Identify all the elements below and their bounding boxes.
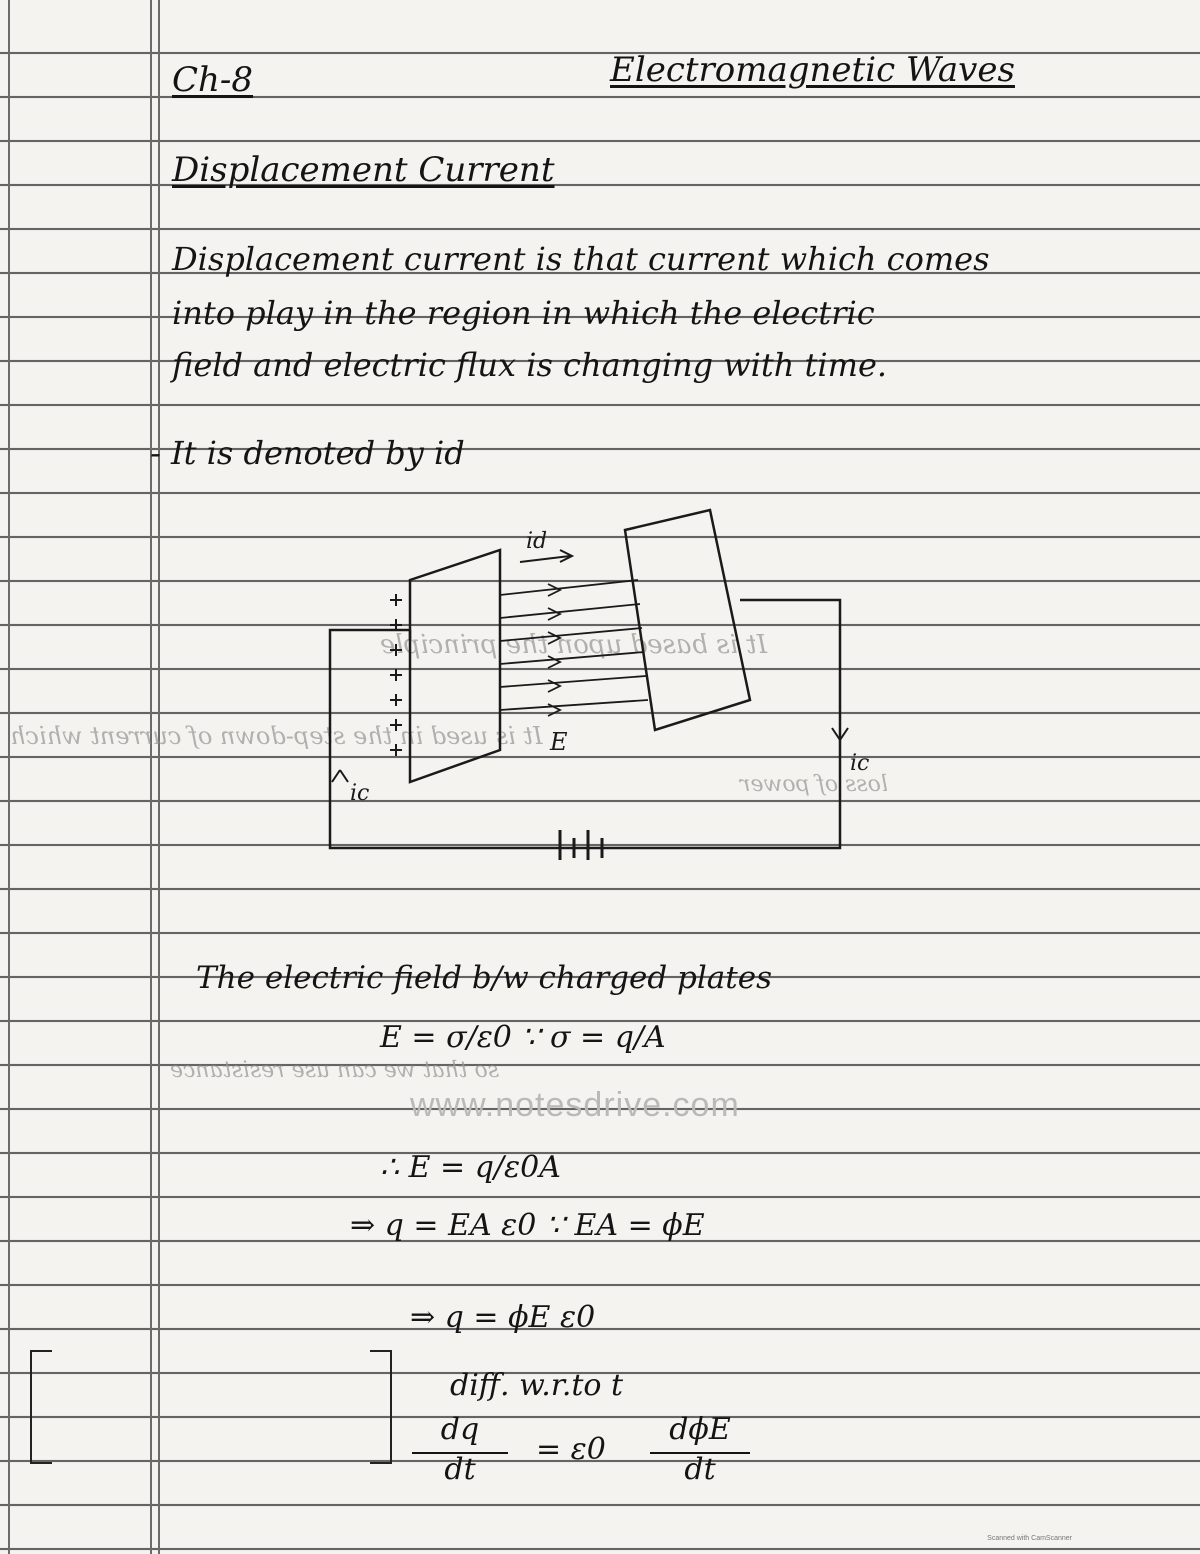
equation-q-phi: ⇒ q = ϕE ε0 [410,1300,596,1335]
definition-line: Displacement current is that current which comes [172,240,990,278]
equation-q-ea: ⇒ q = EA ε0 ∵ EA = ϕE [350,1208,705,1243]
page-title: Electromagnetic Waves [610,50,1015,90]
margin-line [150,0,152,1554]
right-plate [625,510,750,730]
circuit-wire [330,600,840,848]
bleed-through-text: loss of power [740,772,888,797]
field-statement: The electric field b/w charged plates [196,960,772,996]
dphi-numerator: dϕE [669,1412,731,1447]
ic-label-left: ic [350,781,370,806]
positive-charges [390,594,402,756]
id-label: id [526,529,548,554]
epsilon-factor: = ε0 [536,1432,606,1467]
differentiate-note: diff. w.r.to t [450,1368,624,1403]
capacitor-diagram [320,500,880,860]
electric-field-lines [500,580,648,716]
ic-label-right: ic [850,751,870,776]
equation-e-q: ∴ E = q/ε0A [380,1150,561,1185]
left-plate [410,550,500,782]
definition-line: field and electric flux is changing with time. [172,346,888,384]
dq-numerator: dq [440,1412,480,1447]
section-title: Displacement Current [172,150,555,190]
denoted-line: - It is denoted by id [150,434,465,472]
dt-denominator: dt [444,1452,476,1487]
margin-line-left [8,0,10,1554]
ic-arrow-left [332,770,348,782]
margin-bracket [30,1350,52,1464]
e-label: E [550,728,568,756]
margin-line-double [158,0,160,1554]
bleed-through-text: It is based upon the principle [380,630,767,660]
bleed-through-text: so that we can use resistance [170,1058,500,1083]
watermark: www.notesdrive.com [410,1086,740,1124]
bleed-through-text: It is used in the step-down of current which [10,722,543,750]
equation-e-sigma: E = σ/ε0 ∵ σ = q/A [380,1020,666,1055]
scanner-tag: Scanned with CamScanner [987,1535,1072,1542]
chapter-label: Ch-8 [172,60,254,100]
definition-line: into play in the region in which the electric [172,294,875,332]
margin-bracket [370,1350,392,1464]
dt-denominator: dt [684,1452,716,1487]
